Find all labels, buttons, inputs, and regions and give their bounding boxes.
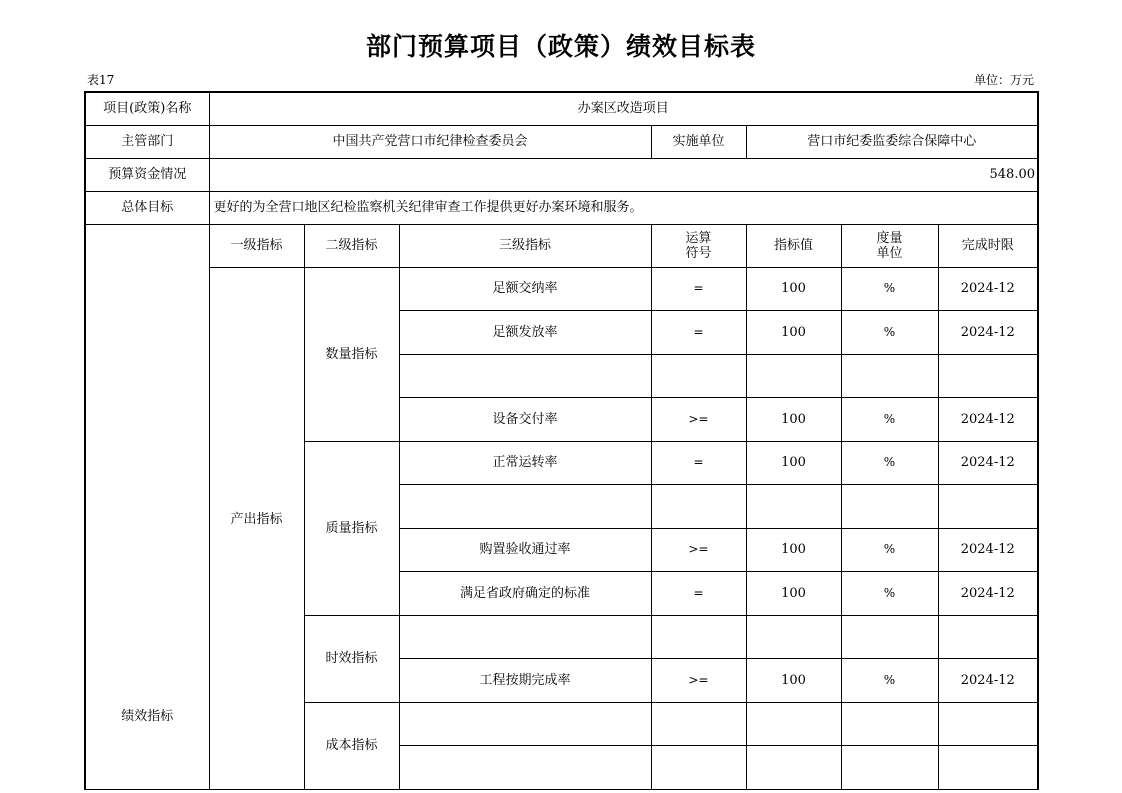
row-name: 足额发放率	[399, 311, 651, 355]
budget-value: 548.00	[209, 158, 1038, 191]
goal-row	[85, 191, 1038, 224]
table-viewport	[84, 91, 1038, 753]
row-value: 100	[746, 398, 841, 442]
row-deadline: 2024-12	[938, 659, 1038, 703]
row-value: 100	[746, 528, 841, 572]
level1-output-text: 产出指标	[230, 511, 283, 527]
row-name	[399, 615, 651, 659]
row-name	[399, 746, 651, 790]
goal-value: 更好的为全营口地区纪检监察机关纪律审查工作提供更好办案环境和服务。	[209, 191, 1038, 224]
row-name: 满足省政府确定的标准	[399, 572, 651, 616]
header-unit-line1: 度量	[876, 230, 903, 246]
header-row	[85, 224, 1038, 267]
row-unit: %	[841, 659, 938, 703]
row-deadline	[938, 485, 1038, 529]
row-value	[746, 485, 841, 529]
budget-row	[85, 158, 1038, 191]
row-operator	[651, 746, 746, 790]
header-operator	[651, 224, 746, 267]
group-quality: 质量指标	[304, 441, 399, 615]
group-cost: 成本指标	[304, 702, 399, 789]
row-value	[746, 746, 841, 790]
dept-value: 中国共产党营口市纪律检查委员会	[209, 125, 651, 158]
row-unit	[841, 702, 938, 746]
row-name	[399, 702, 651, 746]
header-level3: 三级指标	[399, 224, 651, 267]
row-deadline: 2024-12	[938, 398, 1038, 442]
row-value: 100	[746, 311, 841, 355]
row-value: 100	[746, 659, 841, 703]
row-name: 设备交付率	[399, 398, 651, 442]
row-unit: %	[841, 572, 938, 616]
header-unit-line2: 单位	[876, 245, 903, 261]
header-level1: 一级指标	[209, 224, 304, 267]
header-unit	[841, 224, 938, 267]
impl-value: 营口市纪委监委综合保障中心	[746, 125, 1038, 158]
row-value	[746, 354, 841, 398]
department-row	[85, 125, 1038, 158]
goal-label: 总体目标	[85, 191, 209, 224]
row-name	[399, 354, 651, 398]
unit-label: 单位：万元	[973, 73, 1034, 87]
row-unit	[841, 485, 938, 529]
level1-output	[209, 267, 304, 789]
row-operator: =	[651, 311, 746, 355]
project-name-row	[85, 92, 1038, 125]
row-deadline: 2024-12	[938, 267, 1038, 311]
header-deadline: 完成时限	[938, 224, 1038, 267]
row-name	[399, 485, 651, 529]
row-operator	[651, 354, 746, 398]
project-name-label: 项目(政策)名称	[85, 92, 209, 125]
row-operator: >=	[651, 398, 746, 442]
row-operator	[651, 485, 746, 529]
row-value	[746, 615, 841, 659]
row-operator	[651, 702, 746, 746]
perf-label	[85, 224, 209, 789]
table-number: 表17	[87, 73, 115, 87]
row-unit: %	[841, 311, 938, 355]
row-deadline	[938, 615, 1038, 659]
header-operator-line1: 运算	[685, 230, 712, 246]
budget-label: 预算资金情况	[85, 158, 209, 191]
row-unit	[841, 746, 938, 790]
row-operator	[651, 615, 746, 659]
row-operator: >=	[651, 659, 746, 703]
project-name-value: 办案区改造项目	[209, 92, 1038, 125]
row-value	[746, 702, 841, 746]
performance-table	[84, 91, 1039, 790]
row-deadline: 2024-12	[938, 572, 1038, 616]
row-unit: %	[841, 441, 938, 485]
row-value: 100	[746, 267, 841, 311]
row-operator: >=	[651, 528, 746, 572]
row-operator: =	[651, 267, 746, 311]
row-deadline	[938, 746, 1038, 790]
page-title: 部门预算项目（政策）绩效目标表	[365, 32, 756, 61]
row-value: 100	[746, 572, 841, 616]
row-name: 购置验收通过率	[399, 528, 651, 572]
row-unit	[841, 615, 938, 659]
row-deadline	[938, 354, 1038, 398]
row-deadline: 2024-12	[938, 528, 1038, 572]
group-timeliness: 时效指标	[304, 615, 399, 702]
row-name: 足额交纳率	[399, 267, 651, 311]
row-unit	[841, 354, 938, 398]
perf-label-text: 绩效指标	[121, 709, 174, 724]
row-name: 正常运转率	[399, 441, 651, 485]
row-operator: =	[651, 572, 746, 616]
header-level2: 二级指标	[304, 224, 399, 267]
row-value: 100	[746, 441, 841, 485]
row-operator: =	[651, 441, 746, 485]
header-operator-line2: 符号	[685, 245, 712, 261]
row-unit: %	[841, 528, 938, 572]
row-unit: %	[841, 267, 938, 311]
row-name: 工程按期完成率	[399, 659, 651, 703]
row-deadline: 2024-12	[938, 311, 1038, 355]
dept-label: 主管部门	[85, 125, 209, 158]
table-row	[85, 267, 1038, 311]
row-unit: %	[841, 398, 938, 442]
header-value: 指标值	[746, 224, 841, 267]
group-quantity: 数量指标	[304, 267, 399, 441]
row-deadline	[938, 702, 1038, 746]
row-deadline: 2024-12	[938, 441, 1038, 485]
impl-label: 实施单位	[651, 125, 746, 158]
